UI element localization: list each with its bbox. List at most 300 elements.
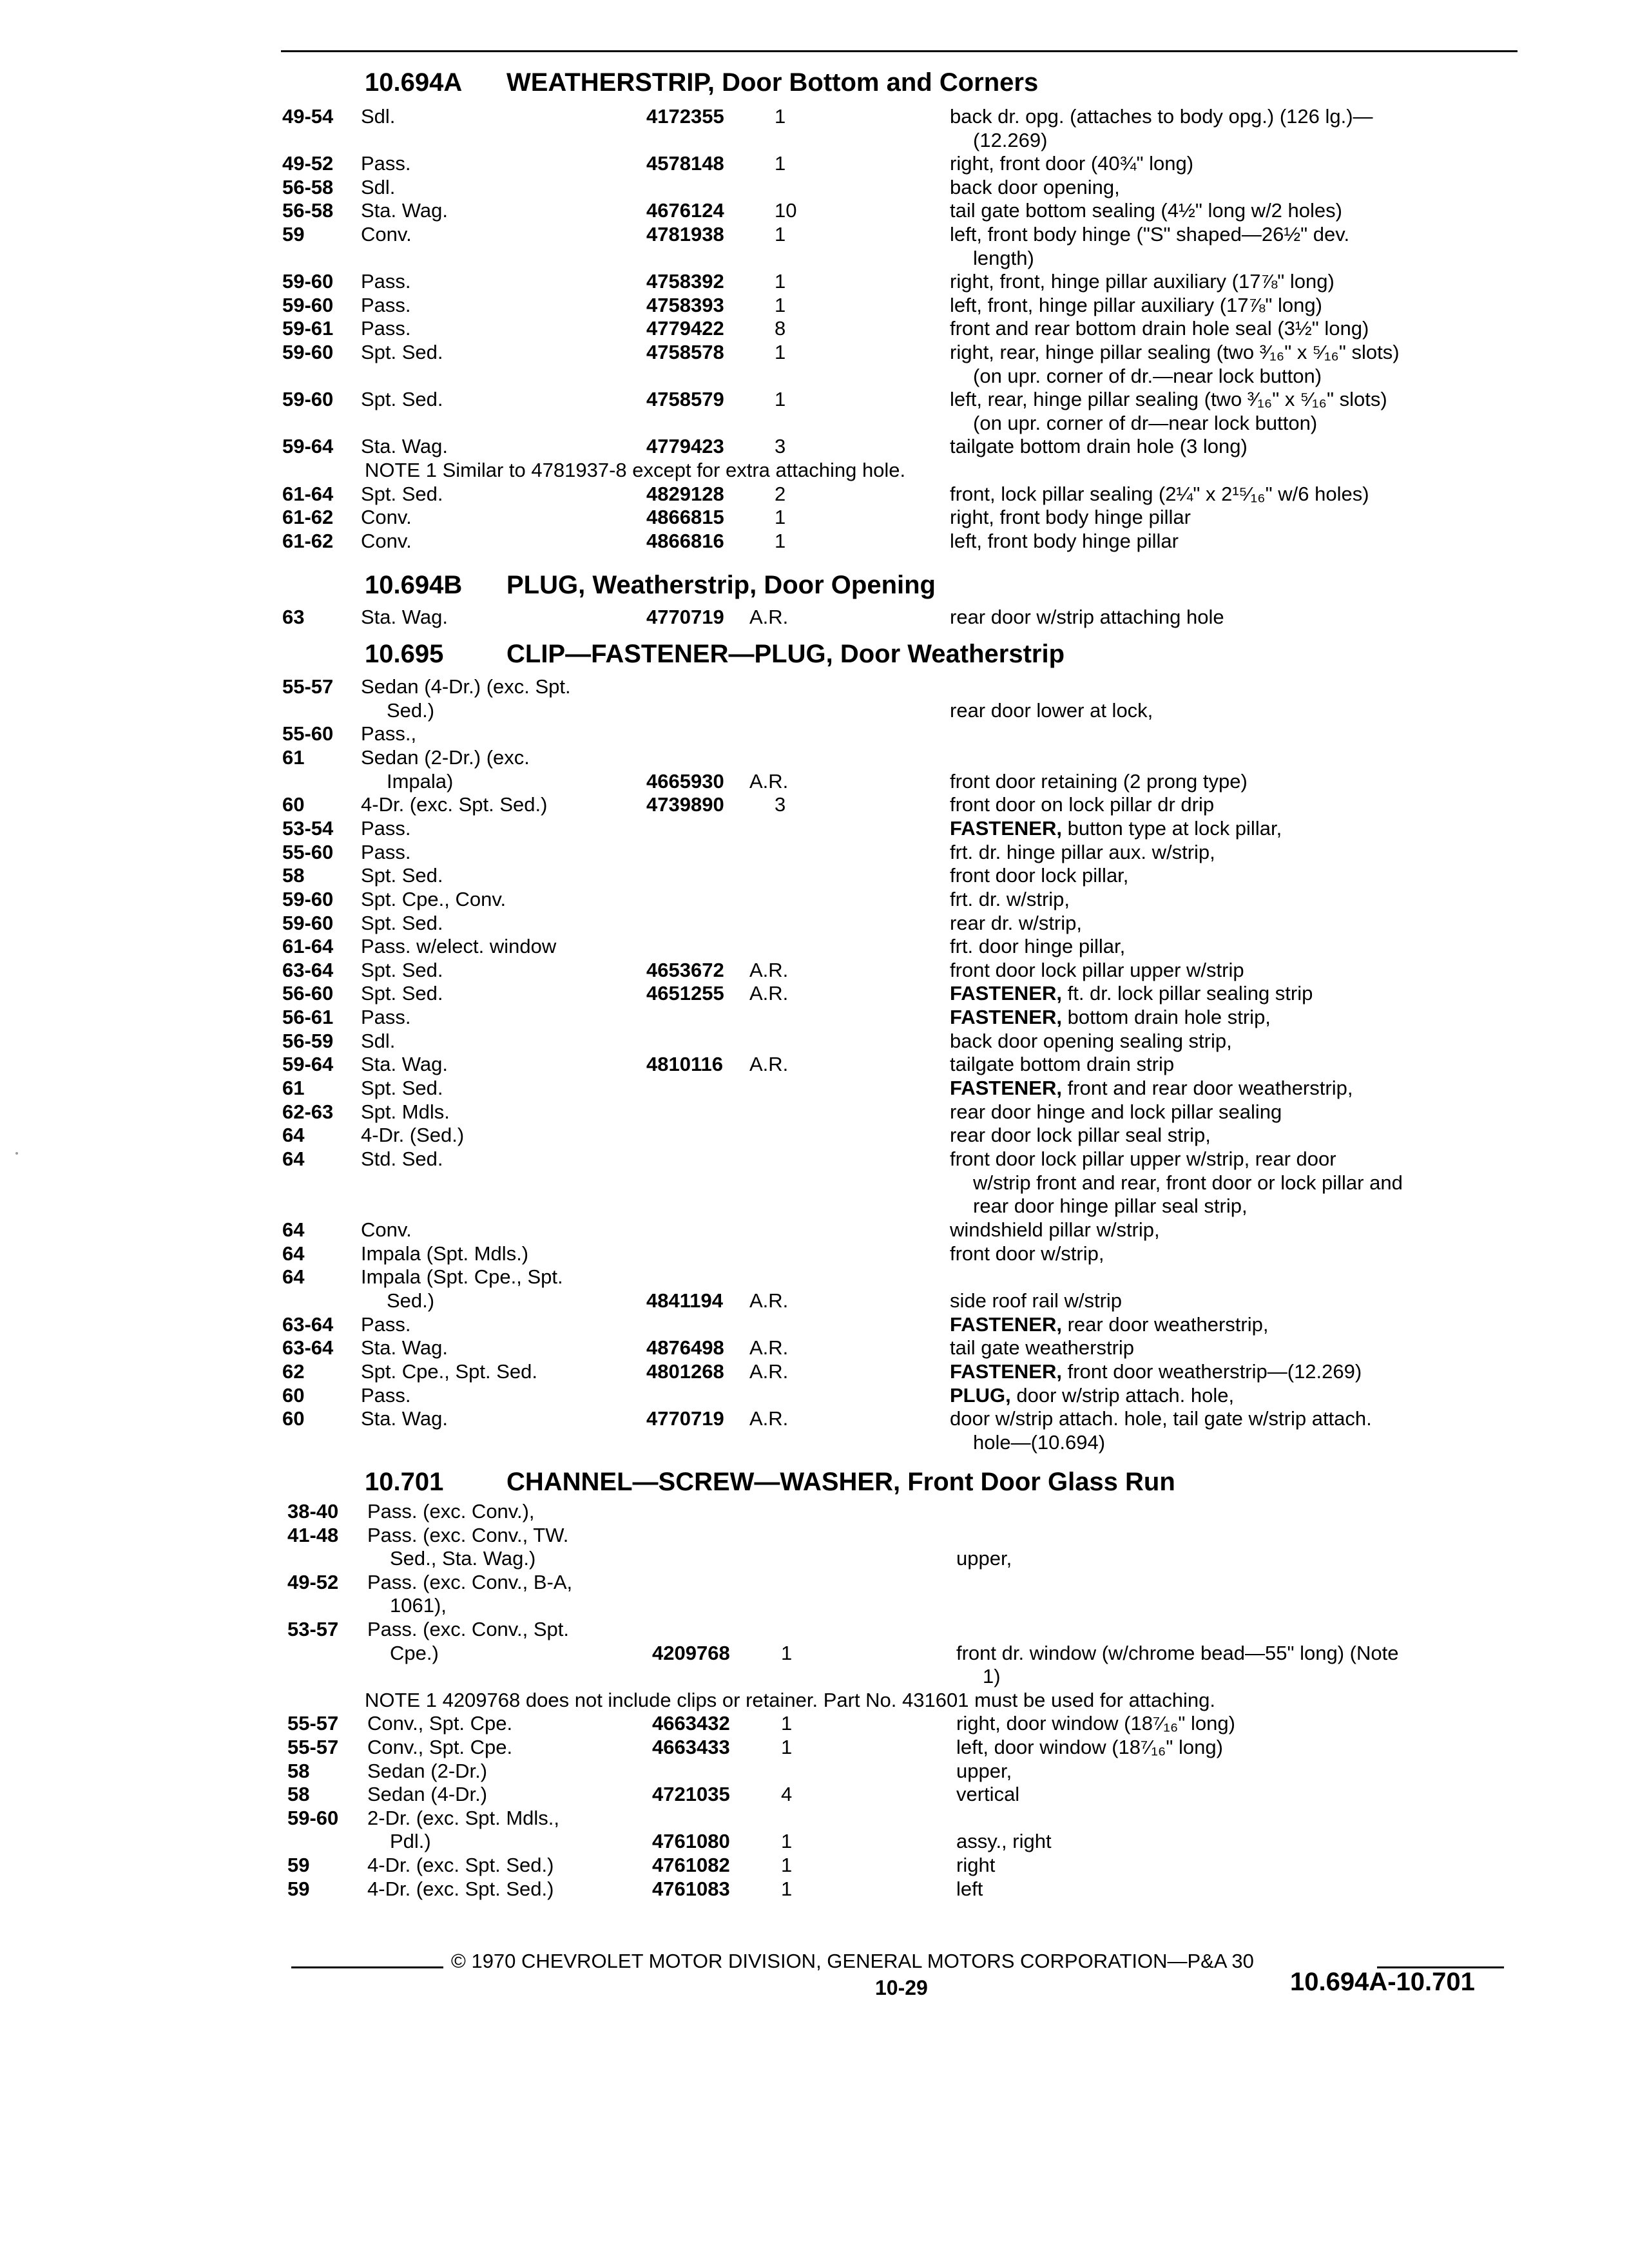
description-text: rear door w/strip attaching hole: [950, 606, 1224, 628]
model-name: Impala (Spt. Mdls.): [361, 1242, 529, 1265]
description-lead-word: FASTENER,: [950, 1006, 1062, 1029]
part-number: 4665930: [646, 769, 724, 793]
model-name: Conv., Spt. Cpe.: [367, 1712, 513, 1735]
description-text: front door w/strip,: [950, 1242, 1104, 1265]
description-continued: w/strip front and rear, front door or lock pillar and: [973, 1171, 1403, 1194]
part-description: [950, 1007, 1271, 1027]
model-name: Pass. (exc. Conv., TW.: [367, 1523, 569, 1546]
description-text: front door on lock pillar dr drip: [950, 793, 1215, 816]
part-description: [950, 1244, 1104, 1264]
model-year: 56-59: [282, 1029, 334, 1052]
description-text: frt. dr. hinge pillar aux. w/strip,: [950, 840, 1215, 863]
part-number: 4209768: [652, 1641, 730, 1664]
section-heading: CHANNEL—SCREW—WASHER, Front Door Glass Run: [506, 1468, 1175, 1496]
description-text: rear door hinge and lock pillar sealing: [950, 1100, 1282, 1123]
part-description: [950, 200, 1342, 220]
quantity: 8: [775, 317, 786, 340]
model-year: 59-60: [282, 341, 334, 363]
description-text: assy., right: [956, 1830, 1052, 1853]
part-number: 4770719: [646, 1407, 724, 1430]
model-name: Pass.,: [361, 722, 417, 745]
footer-copyright: © 1970 CHEVROLET MOTOR DIVISION, GENERAL MOTORS CORPORATION—P&A 30: [451, 1950, 1254, 1972]
model-year: 53-57: [287, 1618, 339, 1640]
model-name: Spt. Sed.: [361, 341, 443, 363]
model-year: 55-57: [282, 675, 334, 698]
model-name: Spt. Cpe., Spt. Sed.: [361, 1360, 537, 1383]
part-description: [950, 153, 1193, 173]
model-year: 49-52: [287, 1570, 339, 1593]
model-name-continued: Sed., Sta. Wag.): [390, 1547, 536, 1570]
model-year: 41-48: [287, 1523, 339, 1546]
part-description: [950, 700, 1153, 720]
part-number: 4758393: [646, 293, 724, 316]
part-description: [950, 1291, 1122, 1311]
part-description: [950, 913, 1082, 933]
model-year: 58: [282, 864, 305, 887]
model-year: 53-54: [282, 816, 334, 840]
quantity: 1: [775, 105, 786, 128]
model-year: 63: [282, 606, 305, 628]
part-description: [950, 818, 1282, 838]
model-year: 59: [287, 1854, 310, 1876]
quantity: 4: [781, 1783, 793, 1806]
part-number: 4758392: [646, 270, 724, 293]
part-description: [950, 1408, 1372, 1428]
model-name-continued: Sed.): [387, 1289, 435, 1312]
model-year: 60: [282, 1407, 305, 1430]
description-continued: (12.269): [973, 128, 1048, 151]
description-text: right, door window (18⁷⁄₁₆" long): [956, 1712, 1235, 1735]
model-name-continued: 1061),: [390, 1594, 447, 1617]
model-name: Std. Sed.: [361, 1148, 443, 1170]
model-name-continued: Cpe.): [390, 1641, 439, 1664]
part-number: 4761080: [652, 1830, 730, 1853]
model-year: 56-58: [282, 199, 334, 222]
top-rule: [281, 50, 1518, 52]
part-number: 4721035: [652, 1783, 730, 1806]
part-description: [956, 1831, 1052, 1851]
model-name: Spt. Sed.: [361, 388, 443, 411]
model-name: Sta. Wag.: [361, 1407, 448, 1430]
model-year: 62-63: [282, 1100, 334, 1123]
model-year: 49-54: [282, 105, 334, 128]
quantity: A.R.: [749, 1289, 789, 1312]
part-description: [950, 295, 1322, 315]
note-text: NOTE 1 Similar to 4781937-8 except for extra attaching hole.: [365, 459, 906, 481]
description-lead-word: FASTENER,: [950, 1077, 1062, 1100]
part-description: [956, 1737, 1223, 1757]
model-name: Pass. (exc. Conv.),: [367, 1500, 535, 1523]
part-number: 4829128: [646, 482, 724, 505]
model-name: Sdl.: [361, 1029, 396, 1052]
part-number: 4801268: [646, 1360, 724, 1383]
description-continued: rear door hinge pillar seal strip,: [973, 1195, 1248, 1218]
model-name: Pass.: [361, 152, 411, 175]
part-number: 4841194: [646, 1289, 723, 1312]
part-description: [950, 936, 1125, 956]
model-name: Pass. (exc. Conv., Spt.: [367, 1618, 569, 1640]
quantity: 3: [775, 793, 786, 816]
model-year: 59-60: [287, 1806, 339, 1829]
part-description: [950, 224, 1349, 244]
model-name: Conv.: [361, 529, 412, 552]
model-name: Impala (Spt. Cpe., Spt.: [361, 1265, 563, 1289]
description-text: back door opening sealing strip,: [950, 1029, 1232, 1052]
model-name: Spt. Sed.: [361, 482, 443, 505]
model-year: 59-64: [282, 1053, 334, 1076]
model-name: Spt. Sed.: [361, 958, 443, 981]
part-number: 4758579: [646, 388, 724, 411]
part-number: 4578148: [646, 152, 724, 175]
section-number: 10.695: [365, 640, 444, 668]
part-description: [950, 271, 1335, 291]
part-description: [950, 1031, 1232, 1051]
part-description: [950, 1314, 1268, 1334]
model-name: Spt. Sed.: [361, 1077, 443, 1100]
description-text: vertical: [956, 1783, 1020, 1806]
model-name: Pass.: [361, 317, 411, 340]
model-name: 4-Dr. (Sed.): [361, 1124, 465, 1147]
part-number: 4761082: [652, 1854, 730, 1876]
model-year: 55-60: [282, 840, 334, 863]
model-year: 61-62: [282, 506, 334, 529]
model-year: 64: [282, 1124, 305, 1147]
quantity: 10: [775, 199, 797, 222]
model-year: 64: [282, 1242, 305, 1265]
model-year: 60: [282, 1383, 305, 1407]
quantity: 1: [775, 506, 786, 529]
description-continued: hole—(10.694): [973, 1430, 1106, 1454]
description-text: frt. door hinge pillar,: [950, 935, 1126, 958]
description-lead-word: PLUG,: [950, 1383, 1011, 1407]
quantity: A.R.: [749, 769, 789, 793]
part-description: [956, 1855, 995, 1875]
part-description: [950, 1078, 1353, 1098]
part-description: [950, 1149, 1336, 1169]
description-text: rear door lock pillar seal strip,: [950, 1124, 1211, 1147]
description-text: front door lock pillar upper w/strip: [950, 958, 1244, 981]
model-name: Pass.: [361, 1006, 411, 1029]
description-text: front and rear door weatherstrip,: [1067, 1077, 1353, 1100]
part-description: [950, 607, 1224, 627]
description-text: front and rear bottom drain hole seal (3½" long): [950, 317, 1369, 340]
section-title-10-701: [365, 1469, 1175, 1495]
part-number: 4758578: [646, 341, 724, 363]
model-name: Sedan (4-Dr.): [367, 1783, 488, 1806]
quantity: A.R.: [749, 606, 789, 628]
description-text: door w/strip attach. hole,: [1016, 1383, 1235, 1407]
model-year: 63-64: [282, 958, 334, 981]
part-number: 4172355: [646, 105, 724, 128]
quantity: 1: [775, 270, 786, 293]
quantity: 1: [781, 1712, 793, 1735]
part-number: 4876498: [646, 1336, 724, 1360]
model-name: Conv.: [361, 223, 412, 245]
description-lead-word: FASTENER,: [950, 816, 1062, 840]
description-text: upper,: [956, 1759, 1012, 1782]
model-year: 59-64: [282, 435, 334, 458]
part-number: 4761083: [652, 1877, 730, 1900]
section-number: 10.694A: [365, 68, 463, 97]
description-text: front door lock pillar upper w/strip, rear door: [950, 1148, 1336, 1170]
model-year: 55-60: [282, 722, 334, 745]
model-name: 4-Dr. (exc. Spt. Sed.): [367, 1877, 554, 1900]
model-name: Sta. Wag.: [361, 1336, 448, 1360]
model-name: Sta. Wag.: [361, 606, 448, 628]
description-continued: 1): [983, 1665, 1001, 1688]
quantity: A.R.: [749, 1336, 789, 1360]
model-year: 61: [282, 1077, 305, 1100]
model-name: Conv.: [361, 506, 412, 529]
part-description: [950, 531, 1179, 551]
model-name: Spt. Cpe., Conv.: [361, 887, 506, 910]
description-text: left, front body hinge pillar: [950, 529, 1179, 552]
quantity: A.R.: [749, 958, 789, 981]
footer-page-number: 10-29: [875, 1976, 928, 1999]
part-description: [950, 1338, 1134, 1358]
quantity: 1: [781, 1877, 793, 1900]
part-number: 4663433: [652, 1736, 730, 1758]
model-name: Sedan (2-Dr.): [367, 1759, 488, 1782]
part-description: [950, 177, 1120, 197]
part-description: [950, 794, 1214, 814]
quantity: 1: [781, 1736, 793, 1758]
quantity: 3: [775, 435, 786, 458]
description-text: left, door window (18⁷⁄₁₆" long): [956, 1736, 1223, 1758]
model-year: 61-64: [282, 482, 334, 505]
part-description: [950, 318, 1369, 338]
description-continued: length): [973, 246, 1034, 269]
part-description: [956, 1784, 1019, 1804]
description-text: rear door lower at lock,: [950, 698, 1153, 722]
part-description: [956, 1761, 1012, 1781]
model-year: 49-52: [282, 152, 334, 175]
model-name: Pass.: [361, 270, 411, 293]
section-heading: CLIP—FASTENER—PLUG, Door Weatherstrip: [506, 640, 1065, 668]
model-year: 55-57: [287, 1712, 339, 1735]
part-number: 4779423: [646, 435, 724, 458]
model-year: 61-64: [282, 935, 334, 958]
description-text: left: [956, 1877, 983, 1900]
part-number: 4676124: [646, 199, 724, 222]
model-year: 64: [282, 1218, 305, 1241]
description-lead-word: FASTENER,: [950, 1360, 1062, 1383]
description-text: right, front door (40¾" long): [950, 152, 1194, 175]
description-lead-word: FASTENER,: [950, 982, 1062, 1005]
part-description: [950, 1385, 1234, 1405]
model-year: 61: [282, 745, 305, 769]
model-year: 56-61: [282, 1006, 334, 1029]
note-text: NOTE 1 4209768 does not include clips or retainer. Part No. 431601 must be used for attaching.: [365, 1688, 1216, 1711]
model-name: Sdl.: [361, 105, 396, 128]
model-year: 59-60: [282, 270, 334, 293]
description-text: upper,: [956, 1547, 1012, 1570]
section-number: 10.694B: [365, 571, 463, 599]
model-name: Sta. Wag.: [361, 435, 448, 458]
part-number: 4739890: [646, 793, 724, 816]
quantity: 1: [775, 388, 786, 411]
part-description: [950, 507, 1191, 527]
description-text: front dr. window (w/chrome bead—55" long) (Note: [956, 1641, 1399, 1664]
part-number: 4651255: [646, 982, 724, 1005]
model-year: 58: [287, 1783, 310, 1806]
part-number: 4770719: [646, 606, 724, 628]
model-year: 59-60: [282, 887, 334, 910]
part-number: 4781938: [646, 223, 724, 245]
section-heading: WEATHERSTRIP, Door Bottom and Corners: [506, 68, 1039, 97]
description-text: tail gate weatherstrip: [950, 1336, 1135, 1360]
description-lead-word: FASTENER,: [950, 1312, 1062, 1336]
model-year: 63-64: [282, 1312, 334, 1336]
description-text: left, front body hinge ("S" shaped—26½" dev.: [950, 223, 1350, 245]
description-text: door w/strip attach. hole, tail gate w/strip attach.: [950, 1407, 1372, 1430]
quantity: 1: [781, 1830, 793, 1853]
description-text: tailgate bottom drain strip: [950, 1053, 1175, 1076]
description-text: ft. dr. lock pillar sealing strip: [1067, 982, 1313, 1005]
model-year: 59-60: [282, 293, 334, 316]
section-title-10-695: [365, 641, 1065, 667]
quantity: A.R.: [749, 1360, 789, 1383]
part-number: 4810116: [646, 1053, 723, 1076]
model-name: Pass. w/elect. window: [361, 935, 557, 958]
model-name: Pass.: [361, 293, 411, 316]
part-description: [950, 1220, 1160, 1240]
part-description: [950, 106, 1373, 126]
model-year: 59-60: [282, 388, 334, 411]
part-description: [956, 1879, 983, 1899]
model-year: 63-64: [282, 1336, 334, 1360]
part-description: [950, 771, 1248, 791]
footer-rule-left: [291, 1966, 443, 1968]
description-text: left, rear, hinge pillar sealing (two ³⁄₁₆" x ⁵⁄₁₆" slots): [950, 388, 1387, 411]
part-description: [956, 1713, 1235, 1733]
description-text: right, front body hinge pillar: [950, 506, 1191, 529]
description-text: back dr. opg. (attaches to body opg.) (126 lg.)—: [950, 105, 1373, 128]
part-description: [950, 484, 1369, 504]
scan-speck: [15, 1152, 18, 1155]
model-name: Conv., Spt. Cpe.: [367, 1736, 513, 1758]
model-name-continued: Sed.): [387, 698, 435, 722]
description-text: frt. dr. w/strip,: [950, 887, 1070, 910]
part-description: [950, 983, 1313, 1003]
part-number: 4779422: [646, 317, 724, 340]
model-year: 62: [282, 1360, 305, 1383]
model-year: 55-57: [287, 1736, 339, 1758]
model-name: Spt. Sed.: [361, 982, 443, 1005]
description-text: right, rear, hinge pillar sealing (two ³⁄₁₆" x ⁵⁄₁₆" slots): [950, 341, 1400, 363]
model-name: 4-Dr. (exc. Spt. Sed.): [361, 793, 548, 816]
model-name: Spt. Sed.: [361, 911, 443, 934]
description-text: bottom drain hole strip,: [1067, 1006, 1271, 1029]
model-name: 4-Dr. (exc. Spt. Sed.): [367, 1854, 554, 1876]
part-description: [950, 889, 1070, 909]
model-year: 38-40: [287, 1500, 339, 1523]
part-number: 4653672: [646, 958, 724, 981]
description-text: button type at lock pillar,: [1067, 816, 1282, 840]
description-text: right, front, hinge pillar auxiliary (17⅞" long): [950, 270, 1335, 293]
quantity: A.R.: [749, 1053, 789, 1076]
quantity: 1: [775, 341, 786, 363]
model-name: Spt. Mdls.: [361, 1100, 450, 1123]
model-name: Pass.: [361, 1312, 411, 1336]
part-description: [950, 1102, 1282, 1122]
model-name: Spt. Sed.: [361, 864, 443, 887]
part-description: [950, 389, 1387, 409]
quantity: 1: [775, 293, 786, 316]
model-name: Sdl.: [361, 175, 396, 198]
model-name: Pass.: [361, 1383, 411, 1407]
description-text: rear dr. w/strip,: [950, 911, 1082, 934]
model-name: Sta. Wag.: [361, 199, 448, 222]
model-name: 2-Dr. (exc. Spt. Mdls.,: [367, 1806, 560, 1829]
description-text: right: [956, 1854, 996, 1876]
quantity: 1: [775, 152, 786, 175]
model-name-continued: Pdl.): [390, 1830, 431, 1853]
quantity: A.R.: [749, 1407, 789, 1430]
description-text: rear door weatherstrip,: [1067, 1312, 1269, 1336]
model-year: 59: [287, 1877, 310, 1900]
part-description: [950, 342, 1400, 362]
part-description: [956, 1548, 1012, 1568]
model-year: 60: [282, 793, 305, 816]
description-text: side roof rail w/strip: [950, 1289, 1123, 1312]
part-description: [950, 842, 1215, 862]
description-continued: (on upr. corner of dr—near lock button): [973, 411, 1318, 434]
quantity: 2: [775, 482, 786, 505]
model-name: Conv.: [361, 1218, 412, 1241]
section-heading: PLUG, Weatherstrip, Door Opening: [506, 571, 936, 599]
quantity: 1: [781, 1854, 793, 1876]
model-year: 64: [282, 1148, 305, 1170]
description-text: left, front, hinge pillar auxiliary (17⅞" long): [950, 293, 1322, 316]
model-year: 61-62: [282, 529, 334, 552]
model-year: 64: [282, 1265, 305, 1289]
model-name: Sedan (2-Dr.) (exc.: [361, 745, 530, 769]
quantity: 1: [775, 223, 786, 245]
description-text: front door lock pillar,: [950, 864, 1129, 887]
part-number: 4866815: [646, 506, 724, 529]
model-year: 56-60: [282, 982, 334, 1005]
model-name: Sedan (4-Dr.) (exc. Spt.: [361, 675, 571, 698]
model-year: 59-60: [282, 911, 334, 934]
model-name: Pass. (exc. Conv., B-A,: [367, 1570, 573, 1593]
model-name: Sta. Wag.: [361, 1053, 448, 1076]
description-text: windshield pillar w/strip,: [950, 1218, 1160, 1241]
part-description: [950, 1361, 1362, 1381]
model-year: 58: [287, 1759, 310, 1782]
section-title-10-694a: [365, 70, 1038, 95]
model-name: Pass.: [361, 816, 411, 840]
model-year: 56-58: [282, 175, 334, 198]
description-text: tailgate bottom drain hole (3 long): [950, 435, 1248, 458]
part-description: [950, 865, 1128, 885]
description-text: front door retaining (2 prong type): [950, 769, 1248, 793]
footer-section-range: 10.694A-10.701: [1290, 1968, 1475, 1996]
description-text: front door weatherstrip—(12.269): [1067, 1360, 1362, 1383]
description-text: front, lock pillar sealing (2¼" x 2¹⁵⁄₁₆" w/6 holes): [950, 482, 1369, 505]
description-continued: (on upr. corner of dr.—near lock button): [973, 364, 1322, 387]
part-number: 4663432: [652, 1712, 730, 1735]
description-text: back door opening,: [950, 175, 1120, 198]
part-number: 4866816: [646, 529, 724, 552]
part-description: [950, 1125, 1211, 1145]
quantity: 1: [775, 529, 786, 552]
part-description: [956, 1643, 1398, 1663]
model-year: 59-61: [282, 317, 334, 340]
section-title-10-694b: [365, 572, 936, 598]
model-year: 59: [282, 223, 305, 245]
quantity: 1: [781, 1641, 793, 1664]
